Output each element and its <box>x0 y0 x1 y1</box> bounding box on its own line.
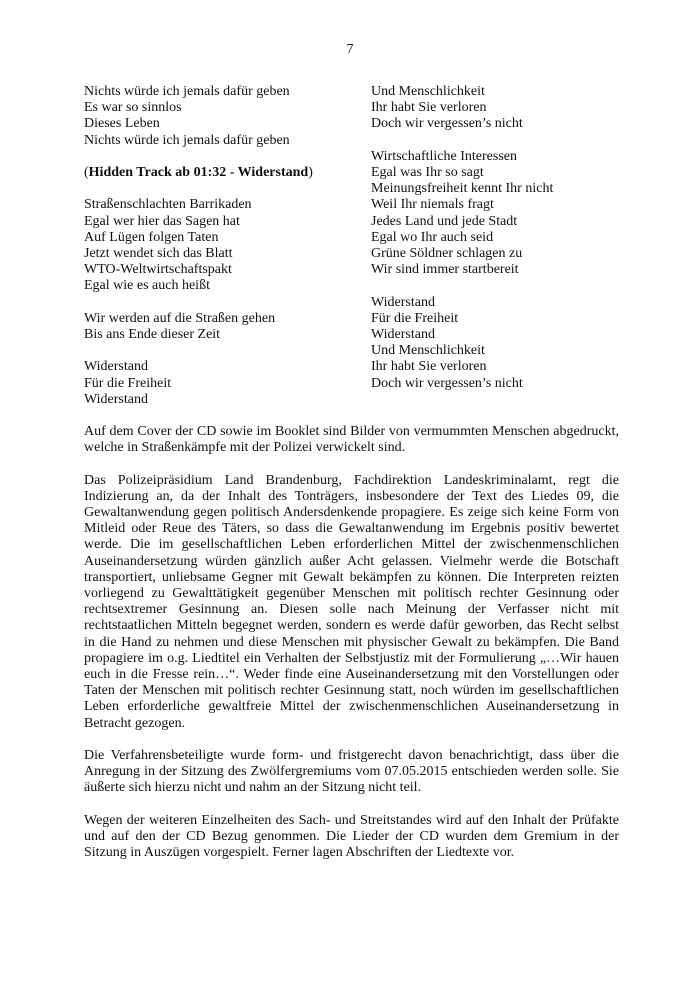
lyric-line: Egal wo Ihr auch seid <box>371 229 494 245</box>
hidden-track-heading <box>84 165 354 181</box>
lyric-line: Widerstand <box>84 391 148 407</box>
lyric-line: Jedes Land und jede Stadt <box>371 213 518 229</box>
lyric-line: Widerstand <box>371 294 435 310</box>
lyric-line: Bis ans Ende dieser Zeit <box>84 327 221 342</box>
lyric-line: Egal wie es auch heißt <box>84 278 210 294</box>
lyric-line: Nichts würde ich jemals dafür geben <box>84 84 290 99</box>
lyric-line: Auf Lügen folgen Taten <box>84 229 219 245</box>
paragraph-cover-description: Auf dem Cover der CD sowie im Booklet sind Bilder von vermummten Menschen abgedruckt, welche in Straßenkämpfe mit der Polizei verwickelt sind. <box>84 424 619 456</box>
lyric-line: Egal wer hier das Sagen hat <box>84 213 240 229</box>
lyric-line: Straßenschlachten Barrikaden <box>84 197 252 213</box>
lyrics-stanza <box>371 149 624 279</box>
lyric-line: Für die Freiheit <box>371 310 459 326</box>
lyric-line: Ihr habt Sie verloren <box>371 100 487 116</box>
lyric-line: Doch wir vergessen’s nicht <box>371 375 523 391</box>
paragraph-notification: Die Verfahrensbeteiligte wurde form- und fristgerecht davon benachrichtigt, dass über die Anregung in der Sitzung des Zwölfergremiums vom 07.05.2015 entschieden werden solle. Sie äußerte sich hierzu nicht und nahm an der Sitzung nicht teil. <box>84 748 619 796</box>
lyric-line: Weil Ihr niemals fragt <box>371 197 494 213</box>
paragraph-further-details: Wegen der weiteren Einzelheiten des Sach- und Streitstandes wird auf den Inhalt der Prüfakte und auf den der CD Bezug genommen. Die Lieder der CD wurden dem Gremium in der Sitzung in Auszügen vorgespielt. Ferner lagen Abschriften der Liedtexte vor. <box>84 812 619 861</box>
paragraph-indexing-request: Das Polizeipräsidium Land Brandenburg, Fachdirektion Landeskriminalamt, regt die Indizierung an, da der Inhalt des Tonträgers, insbesondere der Text des Liedes 09, die Gewaltanwendung gegen politisch Andersdenkende propagiere. Es zeige sich keine Form von Mitleid oder Reue des Täters, so dass die Gewaltanwendung im Ergebnis positiv bewertet werde. Die im gesellschaftlichen Leben erforderlichen Mittel der zwischenmenschlichen Auseinandersetzung würden gänzlich außer Acht gelassen. Vielmehr werde die Botschaft transportiert, unliebsame Gegner mit Gewalt bekämpfen zu können. Die Interpreten reizten vorliegend zu Gewalttätigkeit gegenüber Menschen mit politisch rechter Gesinnung oder rechtsextremer Gesinnung an. Diesen solle nach Meinung der Verfasser nicht mit rechtstaatlichen Mitteln begegnet werden, sondern es werde dafür geworben, das Recht selbst in die Hand zu nehmen und diese Menschen mit physischer Gewalt zu bekämpfen. Die Band propagiere im o.g. Liedtitel ein Verhalten der Selbstjustiz mit der Formulierung „…Wir hauen euch in die Fresse rein…“. Weder finde eine Auseinandersetzung mit den Vorstellungen oder Taten der Menschen mit politisch rechter Gesinnung statt, noch würden im gesellschaftlichen Leben erforderliche gewaltfreie Mittel der zwischenmenschlichen Auseinandersetzung in Betracht gezogen. <box>84 472 619 731</box>
lyric-line: Dieses Leben <box>84 116 160 132</box>
lyrics-stanza <box>84 311 354 343</box>
lyric-line: Wir werden auf die Straßen gehen <box>84 310 276 326</box>
lyric-line: Jetzt wendet sich das Blatt <box>84 246 233 261</box>
lyrics-left-column <box>84 84 354 424</box>
lyric-line: Doch wir vergessen’s nicht <box>371 116 523 132</box>
lyrics-stanza <box>84 359 354 408</box>
lyrics-right-column <box>371 84 624 408</box>
lyric-line: Widerstand <box>371 327 435 343</box>
lyric-line: Nichts würde ich jemals dafür geben <box>84 132 290 148</box>
lyric-line: Wir sind immer startbereit <box>371 262 519 278</box>
lyrics-stanza <box>84 197 354 294</box>
lyric-line: Egal was Ihr so sagt <box>371 165 484 180</box>
lyric-line: Für die Freiheit <box>84 375 172 391</box>
lyric-line: WTO-Weltwirtschaftspakt <box>84 262 232 278</box>
page-number: 7 <box>346 42 354 57</box>
lyric-line: Wirtschaftliche Interessen <box>371 148 517 164</box>
lyric-line: Und Menschlichkeit <box>371 343 485 359</box>
lyric-line: Und Menschlichkeit <box>371 84 485 99</box>
hidden-track-close-paren: ) <box>308 165 313 180</box>
lyrics-stanza <box>371 295 624 392</box>
lyric-line: Grüne Söldner schlagen zu <box>371 246 523 262</box>
document-body <box>84 424 619 878</box>
lyrics-stanza <box>84 84 354 149</box>
lyric-line: Ihr habt Sie verloren <box>371 359 487 375</box>
lyric-line: Widerstand <box>84 359 148 375</box>
hidden-track-label: Hidden Track ab 01:32 - Widerstand <box>88 165 309 180</box>
lyrics-stanza <box>371 84 624 133</box>
lyric-line: Es war so sinnlos <box>84 100 182 116</box>
lyric-line: Meinungsfreiheit kennt Ihr nicht <box>371 181 554 197</box>
hidden-track-open-paren: ( <box>84 165 89 180</box>
